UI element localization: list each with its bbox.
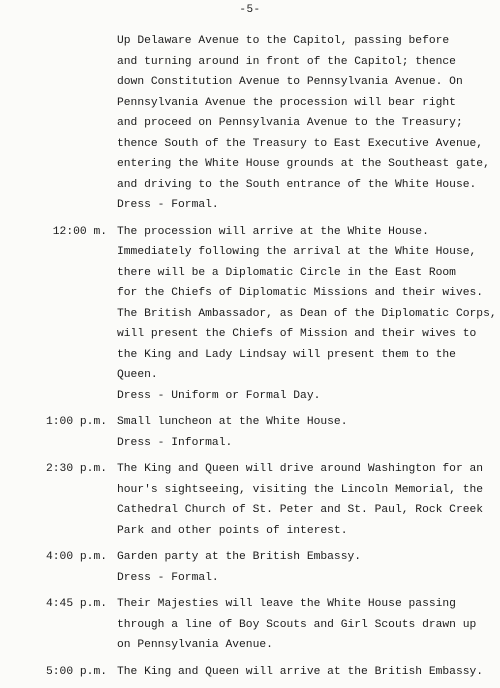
text-line: Dress - Informal. — [117, 436, 233, 449]
entry-text — [117, 547, 477, 588]
schedule-entry — [0, 31, 500, 216]
schedule-entry — [0, 547, 500, 588]
schedule-entry — [0, 594, 500, 656]
text-line: will present the Chiefs of Mission and their wives to — [117, 328, 477, 340]
text-line: thence South of the Treasury to East Executive Avenue, — [117, 137, 484, 150]
text-line: Immediately following the arrival at the White House, — [117, 246, 477, 258]
entry-text — [117, 222, 497, 407]
entry-text — [117, 412, 477, 453]
text-line: Small luncheon at the White House. — [117, 416, 348, 428]
text-line: Garden party at the British Embassy. — [117, 551, 362, 563]
text-line: The British Ambassador, as Dean of the Diplomatic Corps, — [117, 307, 497, 320]
text-line: for the Chiefs of Diplomatic Missions and their wives. — [117, 287, 484, 299]
text-line: entering the White House grounds at the Southeast gate, — [117, 158, 490, 170]
schedule-entry — [0, 222, 500, 407]
text-line: and driving to the South entrance of the White House. — [117, 178, 477, 191]
text-line: Queen. — [117, 369, 158, 381]
page-number: -5- — [239, 4, 261, 16]
text-line: hour's sightseeing, visiting the Lincoln Memorial, the — [117, 483, 484, 496]
text-line: Pennsylvania Avenue the procession will bear right — [117, 96, 456, 109]
text-line: and turning around in front of the Capitol; thence — [117, 55, 456, 68]
text-line: The King and Queen will drive around Washington for an — [117, 463, 484, 475]
text-line: Their Majesties will leave the White House passing — [117, 598, 456, 610]
entry-time: 12:00 m. — [52, 225, 107, 238]
text-line: through a line of Boy Scouts and Girl Scouts drawn up — [117, 618, 477, 631]
text-line: The King and Queen will arrive at the British Embassy. — [117, 665, 484, 678]
text-line: Dress - Uniform or Formal Day. — [117, 389, 321, 402]
entry-time: 4:45 p.m. — [45, 598, 107, 610]
text-line: Dress - Formal. — [117, 199, 219, 211]
schedule-entry — [0, 662, 500, 683]
schedule-entry — [0, 412, 500, 453]
entry-time: 5:00 p.m. — [45, 665, 107, 678]
schedule-entry — [0, 459, 500, 541]
schedule-entries — [0, 31, 500, 688]
entry-time: 2:30 p.m. — [45, 463, 107, 475]
text-line: The procession will arrive at the White House. — [117, 225, 429, 238]
entry-text — [117, 662, 484, 683]
entry-text — [117, 459, 484, 541]
text-line: and proceed on Pennsylvania Avenue to the Treasury; — [117, 117, 463, 129]
text-line: Dress - Formal. — [117, 571, 219, 584]
entry-text — [117, 594, 477, 656]
text-line: there will be a Diplomatic Circle in the East Room — [117, 266, 456, 279]
text-line: on Pennsylvania Avenue. — [117, 639, 273, 651]
text-line: Cathedral Church of St. Peter and St. Paul, Rock Creek — [117, 504, 484, 516]
entry-time: 1:00 p.m. — [45, 416, 107, 428]
text-line: Up Delaware Avenue to the Capitol, passing before — [117, 35, 450, 47]
text-line: down Constitution Avenue to Pennsylvania Avenue. On — [117, 76, 463, 88]
text-line: Park and other points of interest. — [117, 524, 348, 537]
text-line: the King and Lady Lindsay will present them to the — [117, 348, 456, 361]
entry-text — [117, 31, 490, 216]
entry-time: 4:00 p.m. — [45, 551, 107, 563]
